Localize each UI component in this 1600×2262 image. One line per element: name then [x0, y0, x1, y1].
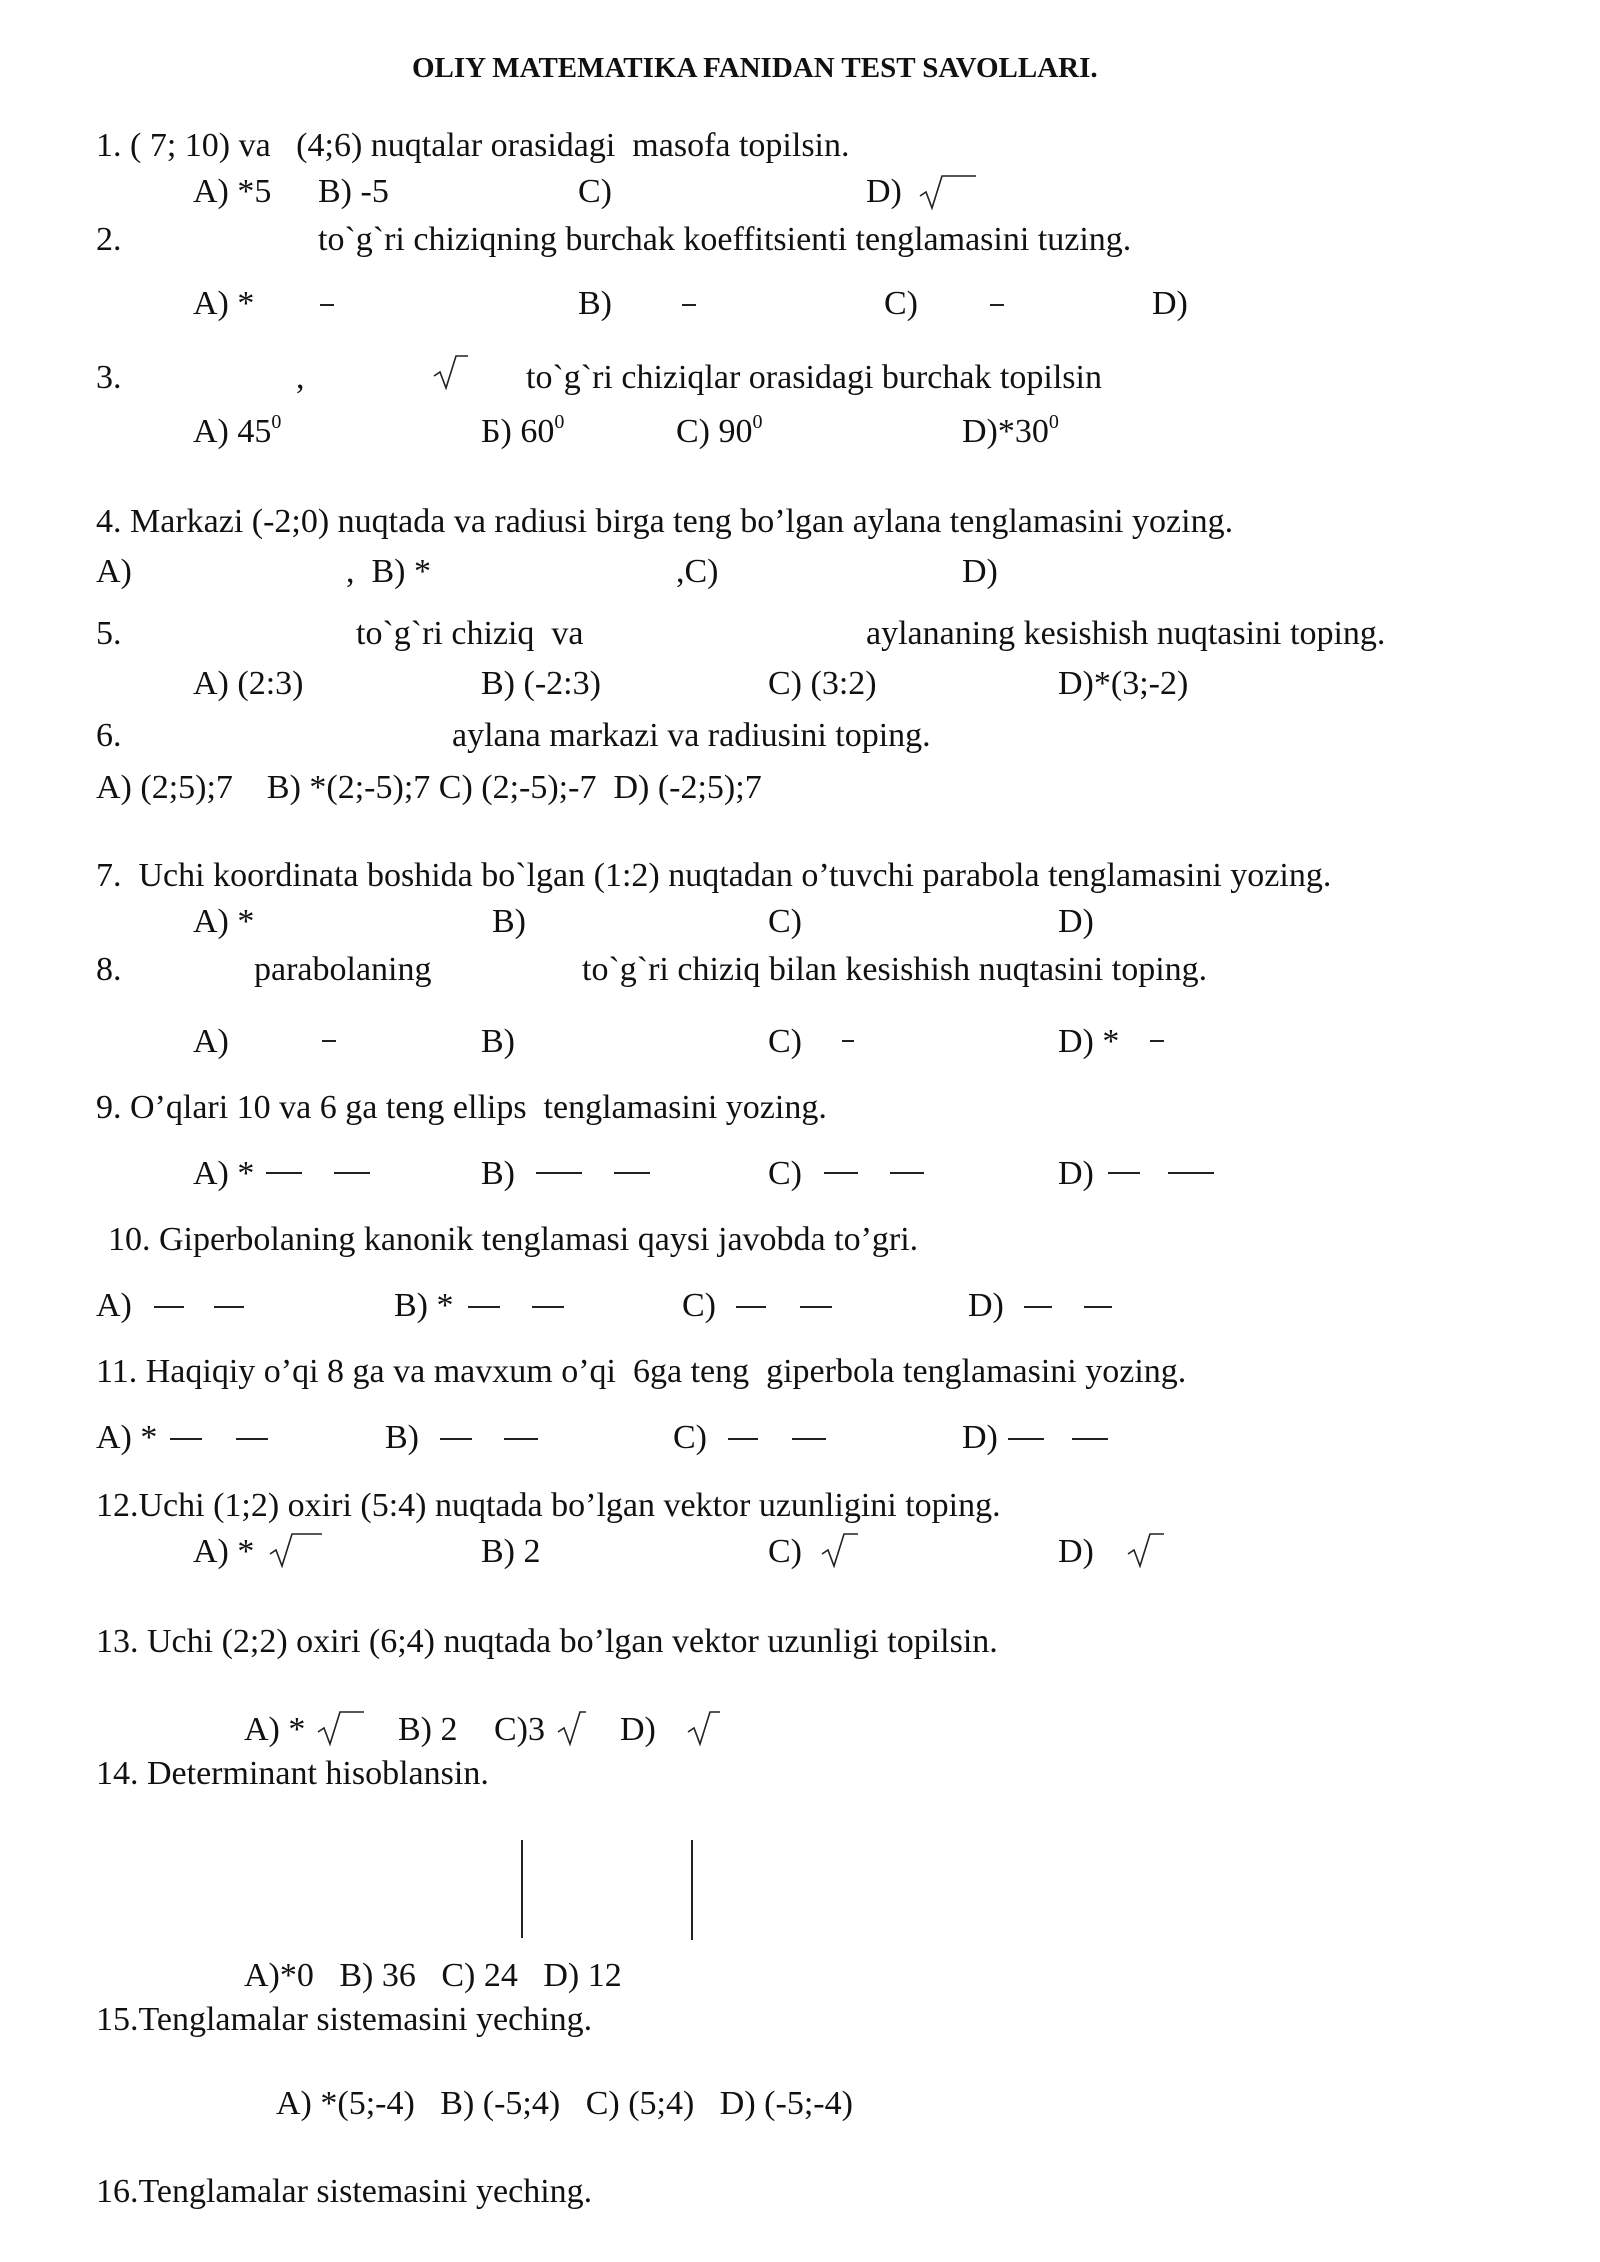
- q9-answer-b: B): [481, 1155, 515, 1192]
- fraction-bar: [682, 304, 696, 306]
- q13-text: 13. Uchi (2;2) oxiri (6;4) nuqtada bo’lgan vektor uzunligi topilsin.: [96, 1623, 998, 1660]
- q5-answer-a: A) (2:3): [193, 665, 304, 702]
- radical-icon: [820, 1530, 860, 1570]
- fraction-bar: [1108, 1172, 1140, 1174]
- q5-answer-c: C) (3:2): [768, 665, 877, 702]
- q10-answer-b: B) *: [394, 1287, 454, 1324]
- q16-text: 16.Tenglamalar sistemasini yeching.: [96, 2173, 593, 2210]
- q5-text-2: aylananing kesishish nuqtasini toping.: [866, 615, 1386, 652]
- fraction-bar: [614, 1172, 650, 1174]
- q10-text: 10. Giperbolaning kanonik tenglamasi qaysi javobda to’gri.: [108, 1221, 919, 1258]
- fraction-bar: [536, 1172, 582, 1174]
- q1-text: 1. ( 7; 10) va (4;6) nuqtalar orasidagi masofa topilsin.: [96, 127, 850, 164]
- q4-text: 4. Markazi (-2;0) nuqtada va radiusi birga teng bo’lgan aylana tenglamasini yozing.: [96, 503, 1234, 540]
- q5-text-1: to`g`ri chiziq va: [356, 615, 584, 652]
- q8-answer-d: D) *: [1058, 1023, 1120, 1060]
- q11-answer-d: D): [962, 1419, 998, 1456]
- q3-comma: ,: [296, 359, 305, 396]
- fraction-bar: [1024, 1306, 1052, 1308]
- q3-number: 3.: [96, 359, 122, 396]
- q8-answer-a: A): [193, 1023, 229, 1060]
- q11-answer-a: A) *: [96, 1419, 158, 1456]
- q1-answer-d: D): [866, 173, 902, 210]
- q8-answer-c: C): [768, 1023, 802, 1060]
- q3-answer-c: C) $90^0$: [676, 411, 763, 450]
- q12-text: 12.Uchi (1;2) oxiri (5:4) nuqtada bo’lgan vektor uzunligini toping.: [96, 1487, 1001, 1524]
- fraction-bar: [800, 1306, 832, 1308]
- fraction-bar: [1072, 1438, 1108, 1440]
- fraction-bar: [842, 1040, 854, 1042]
- q12-answer-c: C): [768, 1533, 802, 1570]
- q7-answer-a: A) *: [193, 903, 255, 940]
- q11-answer-c: C): [673, 1419, 707, 1456]
- q1-answer-c: C): [578, 173, 612, 210]
- radical-icon: [556, 1708, 588, 1748]
- fraction-bar: [504, 1438, 538, 1440]
- fraction-bar: [532, 1306, 564, 1308]
- fraction-bar: [792, 1438, 826, 1440]
- fraction-bar: [322, 1040, 336, 1042]
- q6-number: 6.: [96, 717, 122, 754]
- q3-answer-b: Б) $60^0$: [481, 411, 565, 450]
- fraction-bar: [440, 1438, 472, 1440]
- q4-answer-b: , B) *: [346, 553, 431, 590]
- radical-icon: [268, 1530, 324, 1570]
- q1-answer-a: A) *5: [193, 173, 272, 210]
- q8-text-2: to`g`ri chiziq bilan kesishish nuqtasini toping.: [582, 951, 1208, 988]
- q12-answer-b: B) 2: [481, 1533, 541, 1570]
- q8-number: 8.: [96, 951, 122, 988]
- page-title: OLIY MATEMATIKA FANIDAN TEST SAVOLLARI.: [412, 52, 1098, 84]
- fraction-bar: [266, 1172, 302, 1174]
- q6-text: aylana markazi va radiusini toping.: [452, 717, 931, 754]
- q7-text: 7. Uchi koordinata boshida bo`lgan (1:2) nuqtadan o’tuvchi parabola tenglamasini yozing.: [96, 857, 1332, 894]
- radical-icon: [686, 1708, 722, 1748]
- q14-text: 14. Determinant hisoblansin.: [96, 1755, 489, 1792]
- q5-answer-b: B) (-2:3): [481, 665, 601, 702]
- q2-answer-a: A) *: [193, 285, 255, 322]
- fraction-bar: [1168, 1172, 1214, 1174]
- q1-answer-b: B) -5: [318, 173, 389, 210]
- fraction-bar: [1084, 1306, 1112, 1308]
- fraction-bar: [334, 1172, 370, 1174]
- q7-answer-d: D): [1058, 903, 1094, 940]
- fraction-bar: [728, 1438, 758, 1440]
- radical-icon: [316, 1708, 366, 1748]
- q13-answer-b: B) 2: [398, 1711, 458, 1748]
- q2-answer-b: B): [578, 285, 612, 322]
- q13-answer-a: A) *: [244, 1711, 306, 1748]
- q3-answer-d: $D)*30^0$: [962, 411, 1059, 450]
- q9-text: 9. O’qlari 10 va 6 ga teng ellips tenglamasini yozing.: [96, 1089, 827, 1126]
- q4-answer-a: A): [96, 553, 132, 590]
- q14-answers: A)*0 B) 36 C) 24 D) 12: [244, 1957, 622, 1994]
- q4-answer-d: D): [962, 553, 998, 590]
- fraction-bar: [1150, 1040, 1164, 1042]
- q2-answer-c: C): [884, 285, 918, 322]
- radical-icon: [1126, 1530, 1166, 1570]
- q6-answers: A) (2;5);7 B) *(2;-5);7 C) (2;-5);-7 D) (-2;5);7: [96, 769, 762, 806]
- q5-number: 5.: [96, 615, 122, 652]
- q3-text: to`g`ri chiziqlar orasidagi burchak topilsin: [526, 359, 1102, 396]
- radical-icon: [432, 352, 472, 392]
- fraction-bar: [154, 1306, 184, 1308]
- q7-answer-c: C): [768, 903, 802, 940]
- q10-answer-c: C): [682, 1287, 716, 1324]
- q11-answer-b: B): [385, 1419, 419, 1456]
- fraction-bar: [236, 1438, 268, 1440]
- q2-text: to`g`ri chiziqning burchak koeffitsienti tenglamasini tuzing.: [318, 221, 1132, 258]
- determinant-right-bar: [691, 1840, 693, 1940]
- fraction-bar: [214, 1306, 244, 1308]
- q2-answer-d: D): [1152, 285, 1188, 322]
- radical-icon: [918, 172, 978, 212]
- fraction-bar: [320, 304, 334, 306]
- q8-text-1: parabolaning: [254, 951, 432, 988]
- q8-answer-b: B): [481, 1023, 515, 1060]
- fraction-bar: [1008, 1438, 1044, 1440]
- q11-text: 11. Haqiqiy o’qi 8 ga va mavxum o’qi 6ga teng giperbola tenglamasini yozing.: [96, 1353, 1187, 1390]
- determinant-left-bar: [521, 1840, 523, 1938]
- q4-answer-c: ,C): [676, 553, 719, 590]
- fraction-bar: [824, 1172, 858, 1174]
- q12-answer-d: D): [1058, 1533, 1094, 1570]
- q9-answer-d: D): [1058, 1155, 1094, 1192]
- q15-text: 15.Tenglamalar sistemasini yeching.: [96, 2001, 593, 2038]
- q9-answer-c: C): [768, 1155, 802, 1192]
- q12-answer-a: A) *: [193, 1533, 255, 1570]
- q13-answer-c: C)3: [494, 1711, 545, 1748]
- q15-answers: A) *(5;-4) B) (-5;4) C) (5;4) D) (-5;-4): [276, 2085, 853, 2122]
- q5-answer-d: D)*(3;-2): [1058, 665, 1189, 702]
- q10-answer-d: D): [968, 1287, 1004, 1324]
- fraction-bar: [736, 1306, 766, 1308]
- q9-answer-a: A) *: [193, 1155, 255, 1192]
- fraction-bar: [468, 1306, 500, 1308]
- q10-answer-a: A): [96, 1287, 132, 1324]
- q2-number: 2.: [96, 221, 122, 258]
- q13-answer-d: D): [620, 1711, 656, 1748]
- fraction-bar: [170, 1438, 202, 1440]
- q3-answer-a: A) $45^0$: [193, 411, 282, 450]
- fraction-bar: [990, 304, 1004, 306]
- fraction-bar: [890, 1172, 924, 1174]
- q7-answer-b: B): [492, 903, 526, 940]
